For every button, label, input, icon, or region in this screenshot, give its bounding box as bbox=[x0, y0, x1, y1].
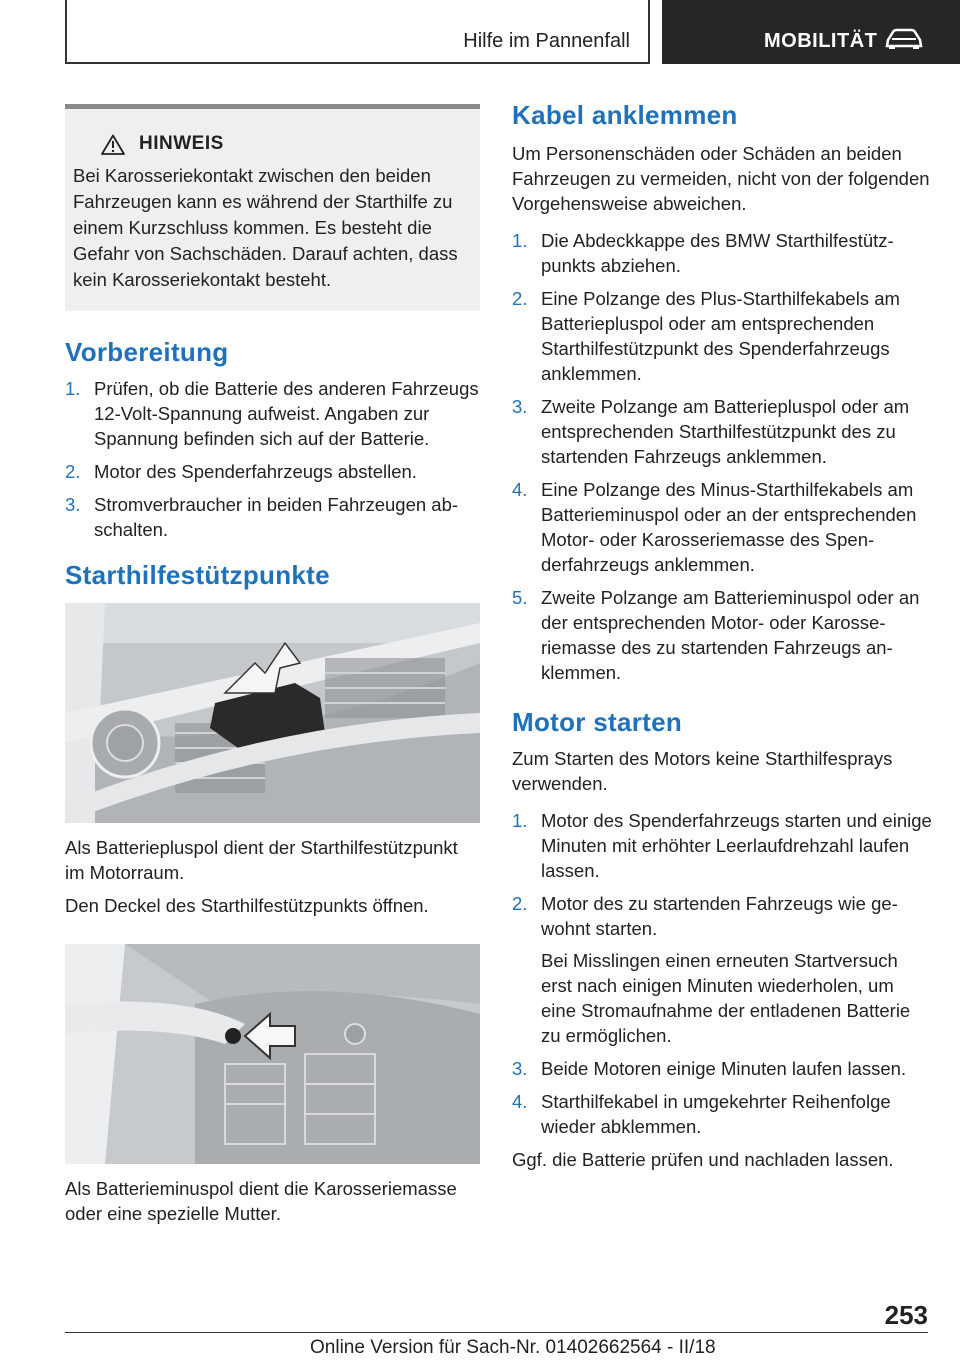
caption-open-cover: Den Deckel des Starthilfestützpunkts öffnen. bbox=[65, 895, 429, 916]
step-text: Motor des Spenderfahrzeugs starten und einige Minuten mit erhöhter Leerlaufdrehzahl laufen lassen. bbox=[541, 810, 932, 881]
kabel-intro: Um Personenschäden oder Schäden an beiden Fahrzeugen zu vermeiden, nicht von der folgenden Vorgehensweise abweichen. bbox=[512, 143, 930, 214]
step-text: Beide Motoren einige Minuten laufen lassen. bbox=[541, 1058, 907, 1079]
step-text: Stromverbraucher in beiden Fahrzeugen abschalten. bbox=[94, 494, 459, 540]
footer-version: Online Version für Sach-Nr. 01402662564 - II/18 bbox=[310, 1337, 716, 1358]
left-column bbox=[65, 104, 480, 1226]
step-text: Motor des Spenderfahrzeugs abstellen. bbox=[94, 461, 417, 482]
step-number: 3. bbox=[512, 396, 528, 417]
footer-divider bbox=[65, 1332, 928, 1333]
figure-negative-terminal bbox=[65, 944, 480, 1164]
notice-title: HINWEIS bbox=[139, 133, 224, 154]
header-box bbox=[65, 0, 650, 64]
kabel-steps bbox=[512, 228, 932, 685]
list-item bbox=[512, 808, 932, 883]
caption-negative: Als Batterieminuspol dient die Karosseriemasse oder eine spezielle Mutter. bbox=[65, 1178, 457, 1224]
caption-positive: Als Batteriepluspol dient der Starthilfestützpunkt im Motorraum. bbox=[65, 837, 458, 883]
motor-intro: Zum Starten des Motors keine Starthilfesprays verwenden. bbox=[512, 748, 893, 794]
section-title: Hilfe im Pannenfall bbox=[463, 30, 630, 52]
chapter-tab bbox=[662, 0, 960, 64]
list-item bbox=[512, 477, 932, 577]
list-item bbox=[65, 459, 480, 484]
step-text: Starthilfekabel in umgekehrter Reihenfolge wieder abklemmen. bbox=[541, 1091, 891, 1137]
chapter-label: MOBILITÄT bbox=[764, 30, 878, 52]
step-number: 5. bbox=[512, 587, 528, 608]
motor-steps bbox=[512, 808, 932, 1139]
list-item bbox=[512, 585, 932, 685]
heading-vorbereitung: Vorbereitung bbox=[65, 337, 229, 367]
step-number: 2. bbox=[65, 461, 81, 482]
list-item bbox=[512, 1056, 932, 1081]
step-number: 4. bbox=[512, 479, 528, 500]
step-text: Zweite Polzange am Batterieminuspol oder an der entsprechenden Motor- oder Karosseriemasse des zu startenden Fahrzeugs anklemmen. bbox=[541, 587, 920, 683]
step-number: 1. bbox=[512, 810, 528, 831]
page-number: 253 bbox=[884, 1300, 928, 1330]
step-number: 1. bbox=[65, 378, 81, 399]
vorbereitung-steps bbox=[65, 376, 480, 542]
step-number: 1. bbox=[512, 230, 528, 251]
ground-point-illustration bbox=[65, 944, 480, 1164]
heading-starthilfestuetzpunkte: Starthilfestützpunkte bbox=[65, 560, 330, 590]
motor-outro: Ggf. die Batterie prüfen und nachladen lassen. bbox=[512, 1149, 894, 1170]
warning-triangle-icon bbox=[101, 134, 125, 155]
step-text: Eine Polzange des Minus-Starthilfekabels am Batterieminuspol oder an der entsprechenden Motor- oder Karosseriemasse des Spenderfahrzeugs anklemmen. bbox=[541, 479, 917, 575]
list-item bbox=[512, 286, 932, 386]
notice-box bbox=[65, 104, 480, 311]
step-text: Eine Polzange des Plus-Starthilfekabels am Batteriepluspol oder am entsprechenden Starthilfestützpunkt des Spenderfahrzeugs anklemmen. bbox=[541, 288, 900, 384]
step-text: Motor des zu startenden Fahrzeugs wie gewohnt starten. bbox=[541, 893, 898, 939]
list-item bbox=[65, 492, 480, 542]
step-number: 3. bbox=[512, 1058, 528, 1079]
step-number: 2. bbox=[512, 893, 528, 914]
step-text: Prüfen, ob die Batterie des anderen Fahrzeugs 12-Volt-Spannung aufweist. Angaben zur Spannung befinden sich auf der Batterie. bbox=[94, 378, 479, 449]
heading-motor-starten: Motor starten bbox=[512, 707, 683, 737]
engine-bay-illustration bbox=[65, 603, 480, 823]
step-number: 2. bbox=[512, 288, 528, 309]
list-item bbox=[512, 1089, 932, 1139]
notice-header bbox=[73, 133, 472, 155]
step-text: Die Abdeckkappe des BMW Starthilfestützpunkts abziehen. bbox=[541, 230, 894, 276]
step-number: 3. bbox=[65, 494, 81, 515]
list-item bbox=[512, 891, 932, 1048]
heading-kabel-anklemmen: Kabel anklemmen bbox=[512, 100, 738, 130]
list-item bbox=[512, 228, 932, 278]
step-note: Bei Misslingen einen erneuten Startversuch erst nach einigen Minuten wiederholen, um eine Stromaufnahme der entladenen Batterie zu ermöglichen. bbox=[541, 950, 911, 1046]
right-column bbox=[512, 100, 932, 1172]
list-item bbox=[512, 394, 932, 469]
figure-positive-terminal bbox=[65, 603, 480, 823]
car-icon bbox=[884, 28, 924, 50]
list-item bbox=[65, 376, 480, 451]
step-text: Zweite Polzange am Batteriepluspol oder am entsprechenden Starthilfestützpunkt des zu startenden Fahrzeugs anklemmen. bbox=[541, 396, 910, 467]
step-number: 4. bbox=[512, 1091, 528, 1112]
notice-text: Bei Karosseriekontakt zwischen den beiden Fahrzeugen kann es während der Starthilfe zu einem Kurzschluss kommen. Es besteht die Gefahr von Sachschäden. Darauf achten, dass kein Karosseriekontakt besteht. bbox=[73, 165, 458, 290]
